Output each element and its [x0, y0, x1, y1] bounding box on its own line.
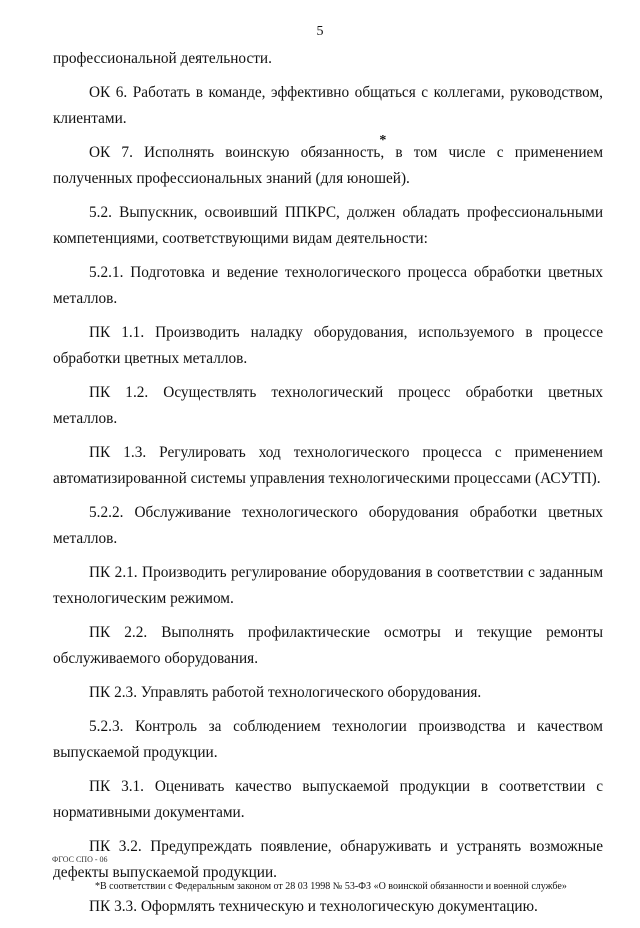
paragraph-ok7 [53, 133, 603, 192]
ok7-text-before: ОК 7. Исполнять воинскую обязанность [89, 144, 381, 161]
paragraph-5-2-2: 5.2.2. Обслуживание технологического оборудования обработки цветных металлов. [53, 504, 603, 547]
paragraph-pk-3-3: ПК 3.3. Оформлять техническую и технологическую документацию. [89, 898, 538, 915]
handwritten-asterisk-mark: * [379, 133, 387, 148]
paragraph-pk-2-2: ПК 2.2. Выполнять профилактические осмотры и текущие ремонты обслуживаемого оборудования. [53, 624, 603, 667]
paragraph-pk-1-2: ПК 1.2. Осуществлять технологический процесс обработки цветных металлов. [53, 384, 603, 427]
paragraph-5-2-3: 5.2.3. Контроль за соблюдением технологии производства и качеством выпускаемой продукции. [53, 718, 603, 761]
document-code: ФГОС СПО - 06 [52, 855, 108, 864]
ok7-text-after: , в том числе с применением полученных профессиональных знаний (для юношей). [53, 144, 603, 187]
paragraph-pk-3-2: ПК 3.2. Предупреждать появление, обнаруживать и устранять возможные дефекты выпускаемой продукции. [53, 838, 603, 881]
paragraph-ok6: ОК 6. Работать в команде, эффективно общаться с коллегами, руководством, клиентами. [53, 84, 603, 127]
page-number: 5 [316, 24, 324, 39]
footnote: *В соответствии с Федеральным законом от 28 03 1998 № 53-ФЗ «О воинской обязанности и военной службе» [95, 881, 567, 892]
paragraph-pk-3-1: ПК 3.1. Оценивать качество выпускаемой продукции в соответствии с нормативными документами. [53, 778, 603, 821]
paragraph-pk-2-1: ПК 2.1. Производить регулирование оборудования в соответствии с заданным технологическим режимом. [53, 564, 603, 607]
paragraph-pk-2-3: ПК 2.3. Управлять работой технологического оборудования. [89, 684, 482, 701]
paragraph-5-2-1: 5.2.1. Подготовка и ведение технологического процесса обработки цветных металлов. [53, 264, 603, 307]
document-body [53, 46, 603, 928]
ok7-text-with-note [89, 133, 387, 161]
paragraph-continuation: профессиональной деятельности. [53, 50, 272, 67]
paragraph-5-2: 5.2. Выпускник, освоивший ППКРС, должен обладать профессиональными компетенциями, соответствующими видам деятельности: [53, 204, 603, 247]
paragraph-pk-1-3: ПК 1.3. Регулировать ход технологического процесса с применением автоматизированной системы управления технологическими процессами (АСУТП). [53, 444, 603, 487]
paragraph-pk-1-1: ПК 1.1. Производить наладку оборудования, используемого в процессе обработки цветных металлов. [53, 324, 603, 367]
